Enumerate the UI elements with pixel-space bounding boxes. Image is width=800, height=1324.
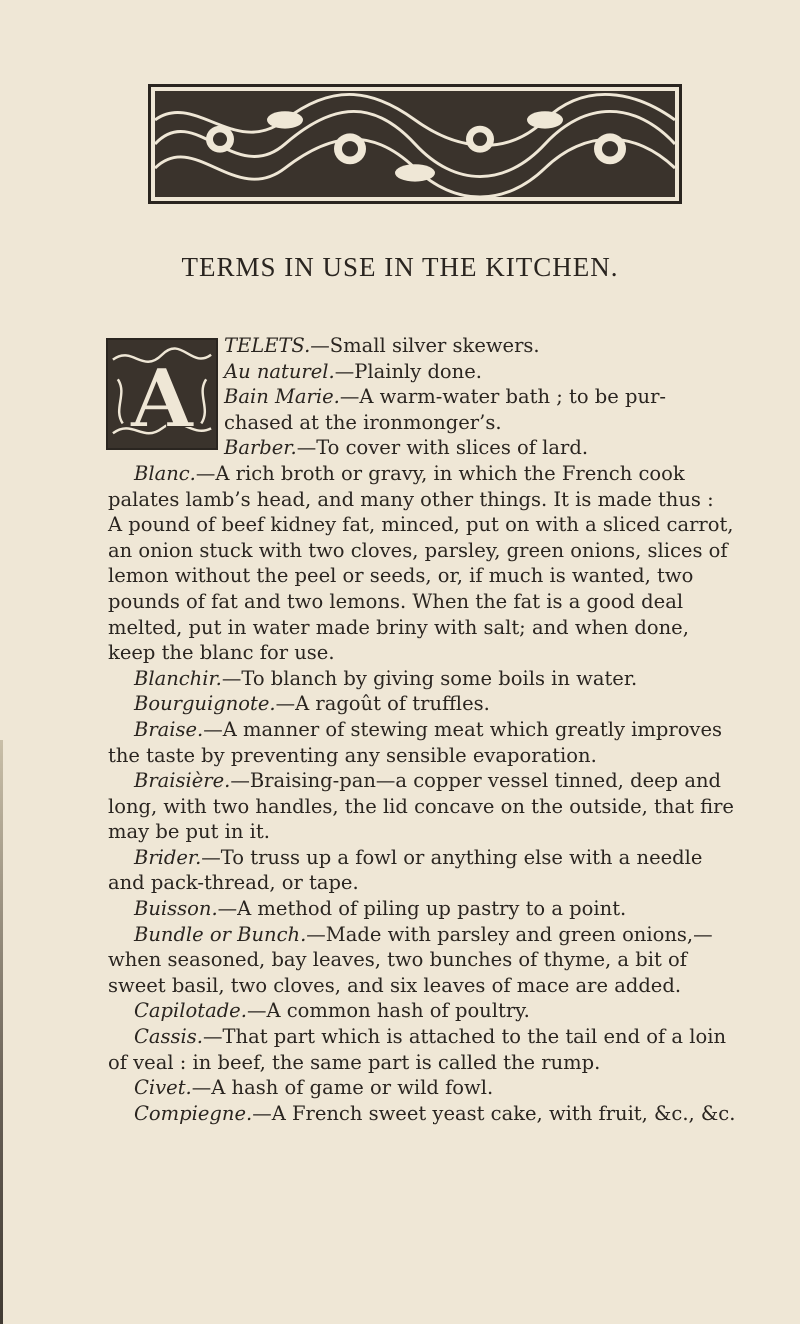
entry-definition: —A warm-water bath ; to be pur-	[339, 385, 666, 409]
glossary-line: when seasoned, bay leaves, two bunches of thyme, a bit of	[108, 948, 687, 972]
glossary-line: long, with two handles, the lid concave on the outside, that fire	[108, 794, 734, 818]
glossary-line: may be put in it.	[108, 820, 270, 844]
glossary-line: sweet basil, two cloves, and six leaves of mace are added.	[108, 973, 682, 997]
glossary-line	[108, 666, 768, 692]
glossary-line	[108, 461, 768, 487]
entry-definition: —That part which is attached to the tail end of a loin	[203, 1025, 727, 1049]
glossary-text	[108, 333, 768, 1126]
entry-term: Blanchir.	[134, 666, 222, 690]
entry-definition: —Braising-pan—a copper vessel tinned, deep and	[230, 769, 721, 793]
entry-term: Buisson.	[134, 897, 218, 921]
glossary-line: keep the blanc for use.	[108, 641, 335, 665]
entry-term: Braisière.	[134, 769, 231, 793]
entry-definition: —A method of piling up pastry to a point.	[217, 897, 627, 921]
glossary-line	[108, 768, 768, 794]
glossary-line: of veal : in beef, the same part is called the rump.	[108, 1050, 601, 1074]
entry-term: Brider.	[134, 845, 202, 869]
entry-term: Civet.	[134, 1076, 192, 1100]
entry-definition: —To truss up a fowl or anything else with a needle	[201, 845, 703, 869]
glossary-line	[108, 717, 768, 743]
entry-definition: —Small silver skewers.	[310, 334, 540, 357]
glossary-line: palates lamb’s head, and many other things. It is made thus :	[108, 487, 714, 511]
glossary-line: and pack-thread, or tape.	[108, 871, 359, 895]
entry-definition: —To blanch by giving some boils in water.	[221, 666, 638, 690]
entry-definition: —To cover with slices of lard.	[296, 436, 589, 460]
glossary-line	[108, 435, 768, 461]
entry-term: Capilotade.	[134, 999, 247, 1023]
glossary-line: A pound of beef kidney fat, minced, put on with a sliced carrot,	[108, 513, 734, 537]
entry-definition: —A manner of stewing meat which greatly improves	[203, 717, 722, 741]
entry-term: Au naturel.	[224, 359, 335, 383]
glossary-line	[108, 691, 768, 717]
glossary-line	[108, 922, 768, 948]
entry-term: Cassis.	[134, 1025, 204, 1049]
glossary-line	[108, 896, 768, 922]
entry-definition: chased at the ironmonger’s.	[224, 410, 502, 434]
glossary-line	[108, 1101, 768, 1127]
entry-term: Bain Marie.	[224, 385, 340, 409]
glossary-line	[108, 1075, 768, 1101]
entry-term: Bundle or Bunch.	[134, 922, 307, 946]
glossary-line	[108, 845, 768, 871]
entry-term: Blanc.	[134, 461, 196, 485]
glossary-line: lemon without the peel or seeds, or, if much is wanted, two	[108, 564, 694, 588]
entry-term: Compiegne.	[134, 1101, 253, 1125]
glossary-line	[108, 384, 768, 410]
entry-definition: —A common hash of poultry.	[246, 999, 530, 1023]
ornamental-headpiece	[148, 84, 682, 204]
entry-definition: —A rich broth or gravy, in which the French cook	[195, 461, 685, 485]
glossary-line	[108, 333, 768, 359]
svg-text:A: A	[130, 350, 194, 446]
glossary-line: the taste by preventing any sensible evaporation.	[108, 743, 597, 767]
entry-definition: —A ragoût of truffles.	[275, 692, 490, 716]
glossary-line	[108, 410, 768, 436]
entry-term: Braise.	[134, 717, 204, 741]
glossary-line	[108, 1024, 768, 1050]
entry-term: Barber.	[224, 436, 297, 460]
glossary-line: pounds of fat and two lemons. When the fat is a good deal	[108, 589, 684, 613]
glossary-line	[108, 998, 768, 1024]
entry-definition: —Plainly done.	[334, 359, 482, 383]
floral-ornament-icon	[155, 91, 675, 197]
page-edge-shadow	[0, 740, 3, 1324]
entry-definition: —A hash of game or wild fowl.	[191, 1076, 494, 1100]
entry-term: TELETS.	[224, 334, 311, 357]
glossary-line	[108, 359, 768, 385]
glossary-line: an onion stuck with two cloves, parsley, green onions, slices of	[108, 538, 728, 562]
glossary-line: melted, put in water made briny with salt; and when done,	[108, 615, 689, 639]
page-title: TERMS IN USE IN THE KITCHEN.	[181, 252, 619, 282]
entry-definition: —A French sweet yeast cake, with fruit, &c., &c.	[252, 1101, 736, 1125]
entry-definition: —Made with parsley and green onions,—	[306, 922, 713, 946]
entry-term: Bourguignote.	[134, 692, 276, 716]
